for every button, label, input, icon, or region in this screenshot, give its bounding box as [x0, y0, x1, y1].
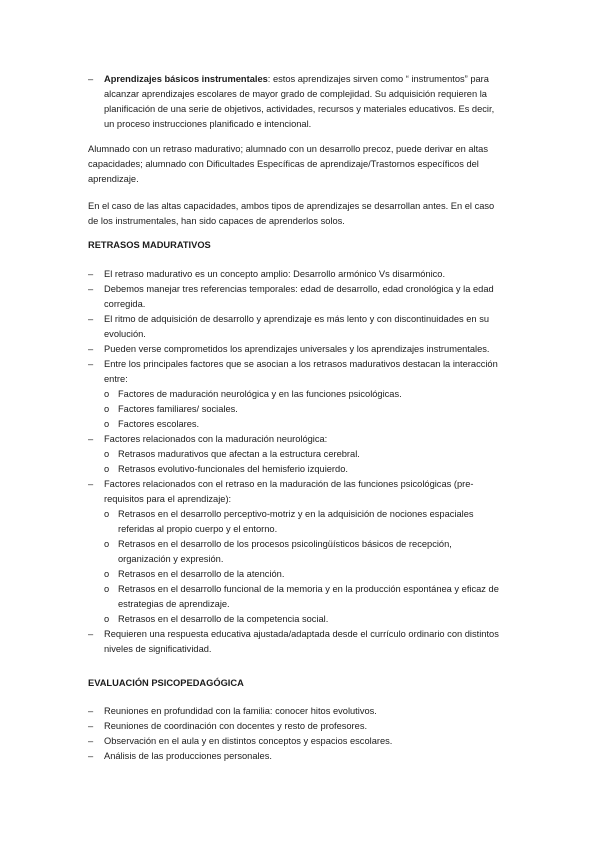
section-list: [88, 267, 506, 657]
circle-bullet: o: [104, 614, 110, 624]
dash-bullet: –: [88, 314, 94, 324]
item-text: Factores relacionados con el retraso en la maduración de las funciones psicológicas (pre-requisitos para el aprendizaje):: [104, 479, 474, 504]
dash-bullet: –: [88, 751, 94, 761]
sub-text: Retrasos en el desarrollo funcional de la memoria y en la producción espontánea y eficaz de estrategias de aprendizaje.: [118, 584, 499, 609]
section-heading-block: [88, 238, 506, 253]
sub-item: [88, 447, 506, 462]
item-text: Requieren una respuesta educativa ajustada/adaptada desde el currículo ordinario con distintos niveles de significatividad.: [104, 629, 499, 654]
list-item: [88, 312, 506, 342]
list-item: [88, 704, 506, 719]
dash-bullet: –: [88, 269, 94, 279]
list-item: [88, 72, 506, 132]
paragraph: Alumnado con un retraso madurativo; alumnado con un desarrollo precoz, puede derivar en altas capacidades; alumnado con Dificultades Específicas de aprendizaje/Trastornos específicos del aprendizaje.: [88, 144, 489, 184]
sub-text: Factores escolares.: [118, 419, 200, 429]
circle-bullet: o: [104, 539, 110, 549]
sub-item: [88, 612, 506, 627]
list-item: [88, 477, 506, 507]
dash-bullet: –: [88, 284, 94, 294]
section-heading: EVALUACIÓN PSICOPEDAGÓGICA: [88, 678, 244, 688]
sub-item: [88, 567, 506, 582]
sub-text: Retrasos madurativos que afectan a la estructura cerebral.: [118, 449, 360, 459]
dash-bullet: –: [88, 479, 94, 489]
paragraph-block: [88, 199, 506, 229]
circle-bullet: o: [104, 404, 110, 414]
list-item: [88, 719, 506, 734]
item-text: Debemos manejar tres referencias temporales: edad de desarrollo, edad cronológica y la edad corregida.: [104, 284, 494, 309]
circle-bullet: o: [104, 389, 110, 399]
dash-bullet: –: [88, 434, 94, 444]
sub-item: [88, 537, 506, 567]
dash-bullet: –: [88, 344, 94, 354]
item-text: Pueden verse comprometidos los aprendizajes universales y los aprendizajes instrumentales.: [104, 344, 490, 354]
sub-text: Retrasos en el desarrollo de la atención.: [118, 569, 285, 579]
dash-bullet: –: [88, 359, 94, 369]
item-text: El retraso madurativo es un concepto amplio: Desarrollo armónico Vs disarmónico.: [104, 269, 446, 279]
section-list: [88, 704, 506, 764]
circle-bullet: o: [104, 449, 110, 459]
bold-term: Aprendizajes básicos instrumentales: [104, 74, 268, 84]
list-item: [88, 357, 506, 387]
list-item: [88, 734, 506, 749]
item-text: El ritmo de adquisición de desarrollo y aprendizaje es más lento y con discontinuidades en su evolución.: [104, 314, 490, 339]
circle-bullet: o: [104, 509, 110, 519]
sub-text: Retrasos en el desarrollo de la competencia social.: [118, 614, 329, 624]
list-item: [88, 749, 506, 764]
dash-bullet: –: [88, 706, 94, 716]
sub-text: Retrasos evolutivo-funcionales del hemisferio izquierdo.: [118, 464, 348, 474]
paragraph: En el caso de las altas capacidades, ambos tipos de aprendizajes se desarrollan antes. En el caso de los instrumentales, han sido capaces de aprenderlos solos.: [88, 201, 495, 226]
sub-item: [88, 402, 506, 417]
circle-bullet: o: [104, 569, 110, 579]
item-text: Observación en el aula y en distintos conceptos y espacios escolares.: [104, 736, 393, 746]
sub-item: [88, 417, 506, 432]
dash-bullet: –: [88, 721, 94, 731]
sub-text: Retrasos en el desarrollo de los procesos psicolingüísticos básicos de recepción, organización y expresión.: [118, 539, 452, 564]
dash-bullet: –: [88, 629, 94, 639]
circle-bullet: o: [104, 464, 110, 474]
item-text: Entre los principales factores que se asocian a los retrasos madurativos destacan la interacción entre:: [104, 359, 498, 384]
sub-item: [88, 582, 506, 612]
sub-item: [88, 507, 506, 537]
section-heading-block: [88, 676, 506, 691]
list-item: [88, 267, 506, 282]
list-item: [88, 432, 506, 447]
section-heading: RETRASOS MADURATIVOS: [88, 240, 211, 250]
item-text: Reuniones en profundidad con la familia: conocer hitos evolutivos.: [104, 706, 377, 716]
sub-text: Factores de maduración neurológica y en las funciones psicológicas.: [118, 389, 402, 399]
sub-item: [88, 462, 506, 477]
sub-item: [88, 387, 506, 402]
list-item: [88, 627, 506, 657]
item-text: Análisis de las producciones personales.: [104, 751, 272, 761]
circle-bullet: o: [104, 584, 110, 594]
intro-block: [88, 72, 506, 132]
item-text: Reuniones de coordinación con docentes y resto de profesores.: [104, 721, 368, 731]
list-item: [88, 282, 506, 312]
sub-text: Factores familiares/ sociales.: [118, 404, 238, 414]
dash-bullet: –: [88, 736, 94, 746]
list-item: [88, 342, 506, 357]
circle-bullet: o: [104, 419, 110, 429]
paragraph-block: [88, 142, 506, 187]
item-text: : estos aprendizajes sirven como “ instrumentos” para alcanzar aprendizajes escolares de mayor grado de complejidad. Su adquisición requieren la planificación de una serie de objetivos, actividades, recursos y materiales educativos. Es decir, un proceso instrucciones planificado e intencional.: [104, 74, 495, 129]
dash-bullet: –: [88, 74, 94, 84]
item-text: Factores relacionados con la maduración neurológica:: [104, 434, 328, 444]
sub-text: Retrasos en el desarrollo perceptivo-motriz y en la adquisición de nociones espaciales referidas al propio cuerpo y el entorno.: [118, 509, 474, 534]
